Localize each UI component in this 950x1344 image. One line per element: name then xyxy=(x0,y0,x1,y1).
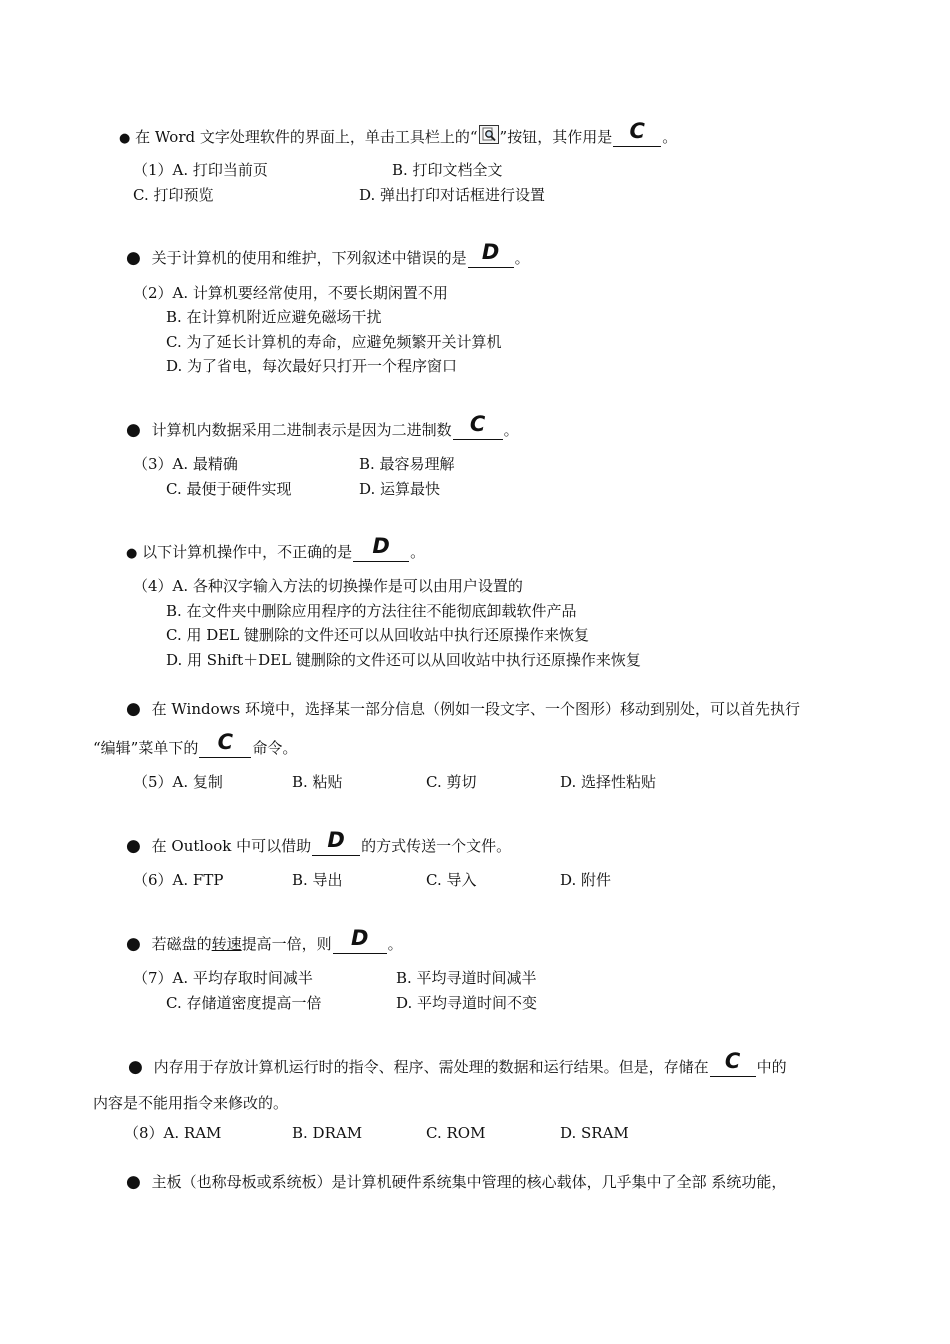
question-7-stem xyxy=(126,926,403,954)
bullet: ● xyxy=(126,934,141,954)
bullet: ● xyxy=(126,420,141,440)
question-2-stem xyxy=(126,240,530,268)
option: （7）A. 平均存取时间减半 xyxy=(133,969,313,987)
option: C. 导入 xyxy=(426,871,477,889)
option: B. 在文件夹中删除应用程序的方法往往不能彻底卸载软件产品 xyxy=(166,602,577,620)
option: C. 剪切 xyxy=(426,773,477,791)
option: D. 用 Shift＋DEL 键删除的文件还可以从回收站中执行还原操作来恢复 xyxy=(166,651,641,669)
question-text: 以下计算机操作中，不正确的是 xyxy=(142,543,353,561)
question-5-stem-continued xyxy=(93,730,298,758)
answer-letter: C xyxy=(724,1049,741,1073)
question-4-stem xyxy=(126,534,426,564)
question-1-stem xyxy=(119,119,678,149)
answer-letter: D xyxy=(481,240,500,264)
question-text: ”按钮，其作用是 xyxy=(499,128,613,146)
question-text: 。 xyxy=(410,543,426,561)
question-text: 在 Windows 环境中，选择某一部分信息（例如一段文字、一个图形）移动到别处，可以首先执行 xyxy=(151,700,800,718)
option: （6）A. FTP xyxy=(133,871,224,889)
answer-letter: C xyxy=(629,119,645,143)
question-text: 中的 xyxy=(756,1058,787,1076)
answer-letter: D xyxy=(327,828,345,852)
option: C. 打印预览 xyxy=(133,186,214,204)
print-preview-icon xyxy=(479,125,499,144)
answer-letter: D xyxy=(350,926,369,950)
bullet: ● xyxy=(119,131,131,146)
option: B. 在计算机附近应避免磁场干扰 xyxy=(166,308,382,326)
option: B. 导出 xyxy=(292,871,343,889)
underlined-term: 转速 xyxy=(211,935,242,953)
option: D. 弹出打印对话框进行设置 xyxy=(359,186,546,204)
answer-letter: C xyxy=(217,730,234,754)
option: B. DRAM xyxy=(292,1124,363,1142)
question-text: 在 Word 文字处理软件的界面上，单击工具栏上的“ xyxy=(135,128,478,146)
option: C. 用 DEL 键删除的文件还可以从回收站中执行还原操作来恢复 xyxy=(166,626,589,644)
question-text: 内存用于存放计算机运行时的指令、程序、需处理的数据和运行结果。但是，存储在 xyxy=(153,1058,709,1076)
question-3-stem xyxy=(126,412,519,440)
option: （8）A. RAM xyxy=(124,1124,222,1142)
question-text: 在 Outlook 中可以借助 xyxy=(151,837,312,855)
option: B. 打印文档全文 xyxy=(392,161,503,179)
option: C. 存储道密度提高一倍 xyxy=(166,994,322,1012)
answer-blank xyxy=(468,240,514,268)
question-text: 。 xyxy=(503,421,519,439)
question-text: 计算机内数据采用二进制表示是因为二进制数 xyxy=(151,421,452,439)
question-5-stem xyxy=(126,699,800,719)
bullet: ● xyxy=(126,1172,141,1192)
answer-blank xyxy=(453,412,503,440)
bullet: ● xyxy=(126,248,141,268)
question-text: 命令。 xyxy=(252,739,298,757)
option: （2）A. 计算机要经常使用，不要长期闲置不用 xyxy=(133,284,448,302)
question-text: 关于计算机的使用和维护，下列叙述中错误的是 xyxy=(151,249,467,267)
question-text: 。 xyxy=(514,249,530,267)
bullet: ● xyxy=(126,546,138,561)
answer-blank xyxy=(333,926,387,954)
option: B. 最容易理解 xyxy=(359,455,455,473)
question-8-stem-continued: 内容是不能用指令来修改的。 xyxy=(93,1094,289,1112)
option: （5）A. 复制 xyxy=(133,773,223,791)
question-9-stem xyxy=(126,1172,786,1192)
question-text: 提高一倍，则 xyxy=(241,935,332,953)
option: D. 选择性粘贴 xyxy=(560,773,657,791)
answer-letter: D xyxy=(372,534,390,558)
option: D. 附件 xyxy=(560,871,612,889)
answer-blank xyxy=(613,119,661,147)
option: D. 平均寻道时间不变 xyxy=(396,994,538,1012)
option: D. SRAM xyxy=(560,1124,629,1142)
option: C. 最便于硬件实现 xyxy=(166,480,292,498)
option: C. ROM xyxy=(426,1124,486,1142)
bullet: ● xyxy=(126,836,141,856)
question-text: 。 xyxy=(662,128,678,146)
answer-blank xyxy=(710,1049,756,1077)
option: （1）A. 打印当前页 xyxy=(133,161,268,179)
option: （4）A. 各种汉字输入方法的切换操作是可以由用户设置的 xyxy=(133,577,523,595)
answer-blank xyxy=(312,828,360,856)
bullet: ● xyxy=(128,1057,143,1077)
question-text: 的方式传送一个文件。 xyxy=(361,837,512,855)
answer-letter: C xyxy=(469,412,486,436)
option: （3）A. 最精确 xyxy=(133,455,238,473)
bullet: ● xyxy=(126,699,141,719)
option: B. 粘贴 xyxy=(292,773,343,791)
question-6-stem xyxy=(126,828,512,856)
option: D. 运算最快 xyxy=(359,480,441,498)
answer-blank xyxy=(199,730,251,758)
option: B. 平均寻道时间减半 xyxy=(396,969,537,987)
question-text: 主板（也称母板或系统板）是计算机硬件系统集中管理的核心载体，几乎集中了全部 系统功能， xyxy=(151,1173,787,1191)
question-8-stem xyxy=(128,1049,787,1077)
option: C. 为了延长计算机的寿命，应避免频繁开关计算机 xyxy=(166,333,502,351)
answer-blank xyxy=(353,534,409,562)
question-text: 。 xyxy=(387,935,403,953)
option: D. 为了省电，每次最好只打开一个程序窗口 xyxy=(166,357,458,375)
question-text: 若磁盘的 xyxy=(151,935,212,953)
question-text: “编辑”菜单下的 xyxy=(93,739,199,757)
